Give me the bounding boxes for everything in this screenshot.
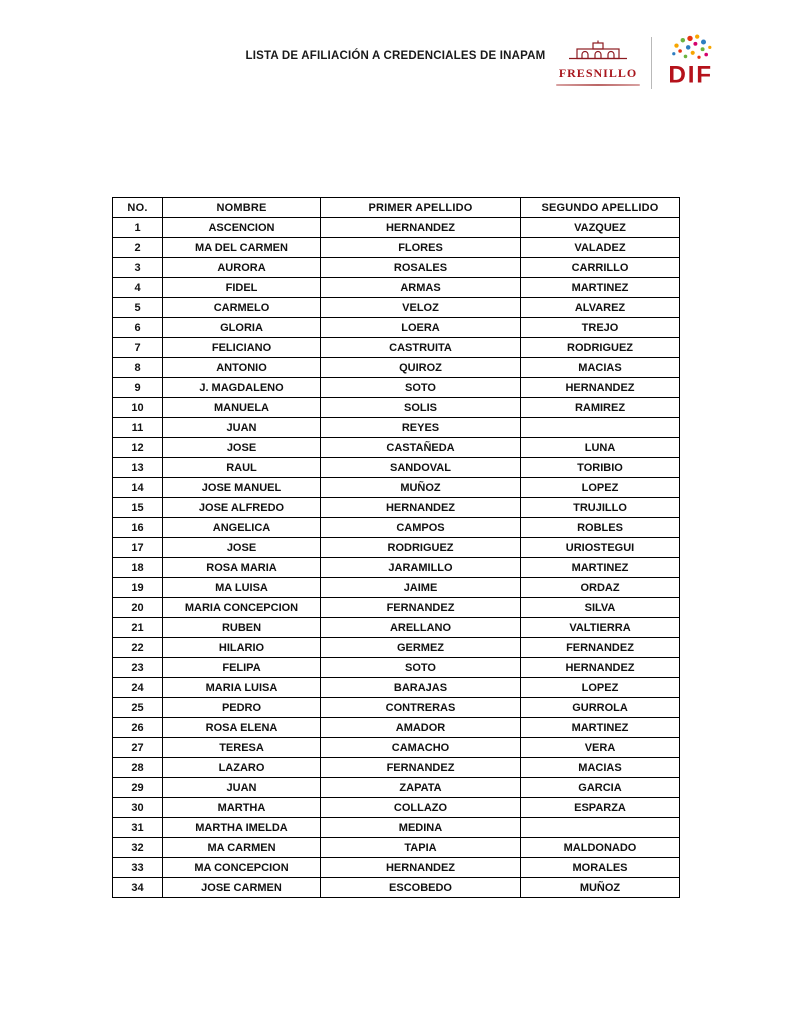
table-cell: CAMACHO bbox=[321, 738, 521, 758]
table-row bbox=[113, 758, 680, 778]
table-cell: MA DEL CARMEN bbox=[163, 238, 321, 258]
table-cell: MUÑOZ bbox=[521, 878, 680, 898]
table-row bbox=[113, 698, 680, 718]
table-cell: JOSE bbox=[163, 438, 321, 458]
table-row bbox=[113, 218, 680, 238]
table-cell: 13 bbox=[113, 458, 163, 478]
table-row bbox=[113, 538, 680, 558]
table-cell: TREJO bbox=[521, 318, 680, 338]
table-cell: MORALES bbox=[521, 858, 680, 878]
table-cell: 5 bbox=[113, 298, 163, 318]
table-cell: ESPARZA bbox=[521, 798, 680, 818]
table-cell: CARRILLO bbox=[521, 258, 680, 278]
table-cell: RAUL bbox=[163, 458, 321, 478]
table-row bbox=[113, 618, 680, 638]
table-cell: GARCIA bbox=[521, 778, 680, 798]
table-row bbox=[113, 878, 680, 898]
table-cell: VALADEZ bbox=[521, 238, 680, 258]
table-cell: 9 bbox=[113, 378, 163, 398]
table-cell: LOERA bbox=[321, 318, 521, 338]
table-cell: 24 bbox=[113, 678, 163, 698]
table-body bbox=[113, 218, 680, 898]
table-cell: 20 bbox=[113, 598, 163, 618]
table-cell: 8 bbox=[113, 358, 163, 378]
table-cell: VELOZ bbox=[321, 298, 521, 318]
table-cell: SOTO bbox=[321, 658, 521, 678]
table-cell: HERNANDEZ bbox=[521, 378, 680, 398]
table-row bbox=[113, 478, 680, 498]
table-cell: MARTINEZ bbox=[521, 558, 680, 578]
table-cell: 3 bbox=[113, 258, 163, 278]
table-cell: AURORA bbox=[163, 258, 321, 278]
table-cell: GURROLA bbox=[521, 698, 680, 718]
table-cell: JOSE ALFREDO bbox=[163, 498, 321, 518]
table-cell: 7 bbox=[113, 338, 163, 358]
table-cell: GLORIA bbox=[163, 318, 321, 338]
table-row bbox=[113, 678, 680, 698]
table-cell: ARELLANO bbox=[321, 618, 521, 638]
table-row bbox=[113, 258, 680, 278]
table-row bbox=[113, 498, 680, 518]
table-cell: ASCENCION bbox=[163, 218, 321, 238]
table-row bbox=[113, 458, 680, 478]
table-cell: QUIROZ bbox=[321, 358, 521, 378]
table-cell: FIDEL bbox=[163, 278, 321, 298]
table-cell: CASTAÑEDA bbox=[321, 438, 521, 458]
table-cell: TAPIA bbox=[321, 838, 521, 858]
table-cell: 1 bbox=[113, 218, 163, 238]
table-cell: RODRIGUEZ bbox=[321, 538, 521, 558]
table-row bbox=[113, 858, 680, 878]
table-cell: MA CARMEN bbox=[163, 838, 321, 858]
table-cell: 10 bbox=[113, 398, 163, 418]
table-cell: 2 bbox=[113, 238, 163, 258]
table-cell: FERNANDEZ bbox=[321, 758, 521, 778]
column-header-segundo-apellido: SEGUNDO APELLIDO bbox=[521, 198, 680, 218]
table-cell: 18 bbox=[113, 558, 163, 578]
table-cell: MACIAS bbox=[521, 758, 680, 778]
table-cell: 28 bbox=[113, 758, 163, 778]
table-row bbox=[113, 378, 680, 398]
table-row bbox=[113, 278, 680, 298]
table-row bbox=[113, 718, 680, 738]
column-header-nombre: NOMBRE bbox=[163, 198, 321, 218]
table-cell: 14 bbox=[113, 478, 163, 498]
table-cell: 21 bbox=[113, 618, 163, 638]
table-cell: FELIPA bbox=[163, 658, 321, 678]
table-cell: LOPEZ bbox=[521, 478, 680, 498]
table-cell: 26 bbox=[113, 718, 163, 738]
table-row bbox=[113, 778, 680, 798]
table-cell: MARIA CONCEPCION bbox=[163, 598, 321, 618]
table-cell: FERNANDEZ bbox=[521, 638, 680, 658]
table-cell: ROSA ELENA bbox=[163, 718, 321, 738]
table-cell: BARAJAS bbox=[321, 678, 521, 698]
table-cell: CARMELO bbox=[163, 298, 321, 318]
table-cell: 22 bbox=[113, 638, 163, 658]
table-cell: URIOSTEGUI bbox=[521, 538, 680, 558]
table-row bbox=[113, 238, 680, 258]
table-cell: SOTO bbox=[321, 378, 521, 398]
table-cell: COLLAZO bbox=[321, 798, 521, 818]
table-cell: 11 bbox=[113, 418, 163, 438]
table-cell: SANDOVAL bbox=[321, 458, 521, 478]
table-cell: HERNANDEZ bbox=[521, 658, 680, 678]
table-cell: VALTIERRA bbox=[521, 618, 680, 638]
table-cell: 12 bbox=[113, 438, 163, 458]
table-cell: ORDAZ bbox=[521, 578, 680, 598]
table-row bbox=[113, 598, 680, 618]
table-cell: VERA bbox=[521, 738, 680, 758]
table-cell: TERESA bbox=[163, 738, 321, 758]
table-cell: GERMEZ bbox=[321, 638, 521, 658]
table-cell: 30 bbox=[113, 798, 163, 818]
table-cell: 6 bbox=[113, 318, 163, 338]
table-cell: RODRIGUEZ bbox=[521, 338, 680, 358]
table-cell: ALVAREZ bbox=[521, 298, 680, 318]
page-title: LISTA DE AFILIACIÓN A CREDENCIALES DE INAPAM bbox=[245, 50, 546, 62]
table-cell: JUAN bbox=[163, 418, 321, 438]
table-cell: HERNANDEZ bbox=[321, 498, 521, 518]
table-cell: PEDRO bbox=[163, 698, 321, 718]
table-cell: 32 bbox=[113, 838, 163, 858]
table-cell: MARIA LUISA bbox=[163, 678, 321, 698]
table-row bbox=[113, 398, 680, 418]
table-cell: SOLIS bbox=[321, 398, 521, 418]
table-cell: J. MAGDALENO bbox=[163, 378, 321, 398]
table-row bbox=[113, 318, 680, 338]
column-header-primer-apellido: PRIMER APELLIDO bbox=[321, 198, 521, 218]
table-cell: 16 bbox=[113, 518, 163, 538]
table-cell: TORIBIO bbox=[521, 458, 680, 478]
table-cell: HERNANDEZ bbox=[321, 218, 521, 238]
table-cell: 34 bbox=[113, 878, 163, 898]
svg-text:DIF: DIF bbox=[668, 61, 713, 88]
column-header-no: NO. bbox=[113, 198, 163, 218]
table-cell: CASTRUITA bbox=[321, 338, 521, 358]
dif-tree-icon bbox=[663, 32, 717, 88]
table-cell: 25 bbox=[113, 698, 163, 718]
table-cell: ARMAS bbox=[321, 278, 521, 298]
table-cell: LAZARO bbox=[163, 758, 321, 778]
table-cell: MUÑOZ bbox=[321, 478, 521, 498]
table-cell: JUAN bbox=[163, 778, 321, 798]
table-cell: 15 bbox=[113, 498, 163, 518]
table-cell: JOSE bbox=[163, 538, 321, 558]
table-cell: 17 bbox=[113, 538, 163, 558]
table-cell: ROSA MARIA bbox=[163, 558, 321, 578]
table-cell: REYES bbox=[321, 418, 521, 438]
table-cell: JAIME bbox=[321, 578, 521, 598]
table-cell: RAMIREZ bbox=[521, 398, 680, 418]
table-row bbox=[113, 818, 680, 838]
table-cell bbox=[521, 818, 680, 838]
table-cell: FLORES bbox=[321, 238, 521, 258]
table-cell: HILARIO bbox=[163, 638, 321, 658]
affiliation-table bbox=[112, 197, 680, 898]
table-row bbox=[113, 658, 680, 678]
table-cell: MARTINEZ bbox=[521, 718, 680, 738]
table-row bbox=[113, 438, 680, 458]
table-row bbox=[113, 338, 680, 358]
table-row bbox=[113, 518, 680, 538]
table-cell: CONTRERAS bbox=[321, 698, 521, 718]
table-cell: FERNANDEZ bbox=[321, 598, 521, 618]
table-cell: ESCOBEDO bbox=[321, 878, 521, 898]
table-row bbox=[113, 558, 680, 578]
table-cell: AMADOR bbox=[321, 718, 521, 738]
table-cell: ROBLES bbox=[521, 518, 680, 538]
table-cell: MA CONCEPCION bbox=[163, 858, 321, 878]
table-cell: MARTHA bbox=[163, 798, 321, 818]
table-row bbox=[113, 838, 680, 858]
table-cell: CAMPOS bbox=[321, 518, 521, 538]
table-row bbox=[113, 358, 680, 378]
table-cell: ZAPATA bbox=[321, 778, 521, 798]
table-cell: MANUELA bbox=[163, 398, 321, 418]
table-cell: VAZQUEZ bbox=[521, 218, 680, 238]
table-cell: 31 bbox=[113, 818, 163, 838]
table-cell: 23 bbox=[113, 658, 163, 678]
table-cell: 4 bbox=[113, 278, 163, 298]
table-cell: 19 bbox=[113, 578, 163, 598]
table-cell: 33 bbox=[113, 858, 163, 878]
table-cell: JOSE CARMEN bbox=[163, 878, 321, 898]
table-cell: MACIAS bbox=[521, 358, 680, 378]
table-cell: HERNANDEZ bbox=[321, 858, 521, 878]
table-cell: LOPEZ bbox=[521, 678, 680, 698]
table-cell: JOSE MANUEL bbox=[163, 478, 321, 498]
table-cell: ROSALES bbox=[321, 258, 521, 278]
fresnillo-tagline-line bbox=[556, 84, 640, 86]
fresnillo-wordmark: FRESNILLO bbox=[558, 65, 638, 80]
table-cell: 29 bbox=[113, 778, 163, 798]
table-cell: JARAMILLO bbox=[321, 558, 521, 578]
table-row bbox=[113, 298, 680, 318]
table-row bbox=[113, 738, 680, 758]
table-cell: TRUJILLO bbox=[521, 498, 680, 518]
table-cell: LUNA bbox=[521, 438, 680, 458]
table-cell: MARTHA IMELDA bbox=[163, 818, 321, 838]
table-cell: MARTINEZ bbox=[521, 278, 680, 298]
header-logos bbox=[556, 32, 717, 93]
table-cell: MALDONADO bbox=[521, 838, 680, 858]
table-cell: MEDINA bbox=[321, 818, 521, 838]
table-cell bbox=[521, 418, 680, 438]
table-cell: FELICIANO bbox=[163, 338, 321, 358]
logo-divider bbox=[651, 37, 652, 89]
table-cell: ANGELICA bbox=[163, 518, 321, 538]
table-cell: SILVA bbox=[521, 598, 680, 618]
table-row bbox=[113, 798, 680, 818]
table-row bbox=[113, 418, 680, 438]
table-cell: MA LUISA bbox=[163, 578, 321, 598]
table-row bbox=[113, 578, 680, 598]
table-row bbox=[113, 638, 680, 658]
dif-logo bbox=[663, 32, 717, 93]
table-cell: RUBEN bbox=[163, 618, 321, 638]
building-icon bbox=[567, 40, 629, 65]
table-cell: 27 bbox=[113, 738, 163, 758]
fresnillo-logo bbox=[556, 40, 640, 86]
table-header-row bbox=[113, 198, 680, 218]
table-cell: ANTONIO bbox=[163, 358, 321, 378]
